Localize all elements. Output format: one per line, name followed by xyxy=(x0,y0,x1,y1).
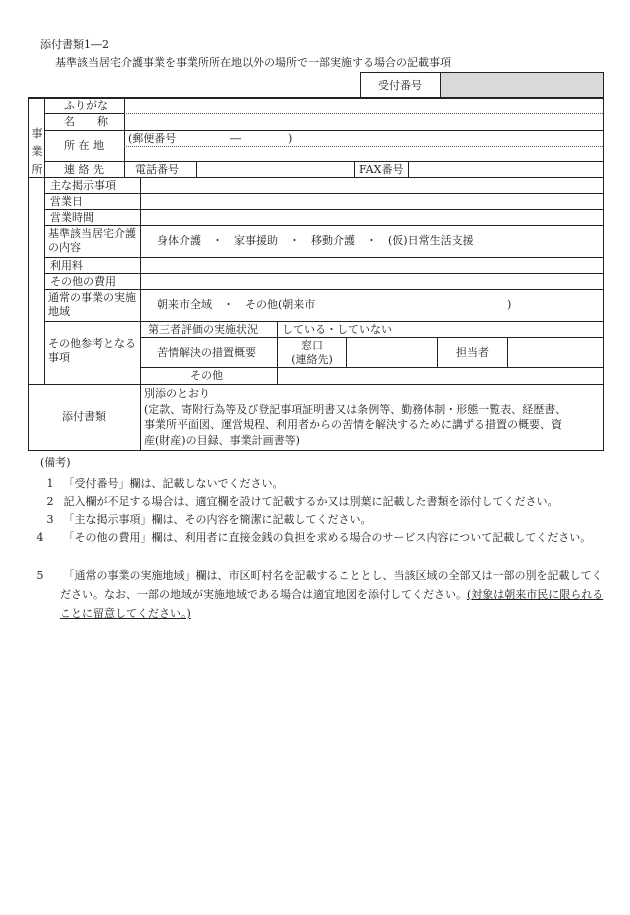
reference-label: その他参考となる事項 xyxy=(48,337,136,364)
business-days-label: 営業日 xyxy=(50,195,83,208)
table-left-border xyxy=(28,97,29,451)
note-item: 4 「その他の費用」欄は、利用者に直接金銭の負担を求める場合のサービス内容について記載してください。 xyxy=(36,531,592,544)
office-name-label: 名 称 xyxy=(64,115,108,128)
third-party-value: している・していない xyxy=(282,323,392,336)
attachments-text: 別添のとおり (定款、寄附行為等及び登記事項証明書又は条例等、勤務体制・形態一覧表、経歴書、 事業所平面図、運営規程、利用者からの苦情を解決するために講ずる措置の概要、資 産(財産)の目録、事業計画書等) xyxy=(144,387,567,447)
third-party-label: 第三者評価の実施状況 xyxy=(148,323,258,336)
fax-label: FAX番号 xyxy=(359,163,404,176)
main-items-label: 主な掲示事項 xyxy=(50,179,116,192)
office-group-label: 事 業 所 xyxy=(31,127,43,176)
fax-field[interactable] xyxy=(411,163,601,176)
phone-label: 電話番号 xyxy=(135,163,179,176)
notes-heading: (備考) xyxy=(40,456,71,469)
other-cost-field[interactable] xyxy=(141,275,601,288)
service-content-value: 身体介護 ・ 家事援助 ・ 移動介護 ・ (仮)日常生活支援 xyxy=(157,234,474,247)
business-hours-field[interactable] xyxy=(141,211,601,224)
area-value: 朝来市全域 ・ その他(朝来市 xyxy=(157,298,316,311)
postal-close: ) xyxy=(288,132,293,145)
service-content-label: 基準該当居宅介護の内容 xyxy=(48,227,136,254)
area-close: ) xyxy=(507,298,512,311)
other-cost-label: その他の費用 xyxy=(50,275,116,288)
attachments-label: 添付書類 xyxy=(62,410,106,423)
address-field[interactable] xyxy=(128,147,598,160)
person-label: 担当者 xyxy=(456,346,489,359)
postal-label: (郵便番号 xyxy=(128,132,177,145)
note-item: 1 「受付番号」欄は、記載しないでください。 xyxy=(46,477,284,490)
note-item: 3 「主な掲示事項」欄は、その内容を簡潔に記載してください。 xyxy=(46,513,372,526)
contact-label: 連 絡 先 xyxy=(64,163,104,176)
address-label: 所 在 地 xyxy=(64,139,104,152)
person-field[interactable] xyxy=(510,339,600,365)
fee-label: 利用料 xyxy=(50,259,83,272)
complaint-label: 苦情解決の措置概要 xyxy=(157,346,256,359)
postal-dash: ― xyxy=(230,132,241,145)
main-items-field[interactable] xyxy=(141,179,601,192)
window-field[interactable] xyxy=(349,339,435,365)
phone-field[interactable] xyxy=(199,163,351,176)
page-title: 基準該当居宅介護事業を事業所所在地以外の場所で一部実施する場合の記載事項 xyxy=(55,56,451,69)
form-id: 添付書類1―2 xyxy=(40,38,109,51)
note-item: 2 記入欄が不足する場合は、適宜欄を設けて記載するか又は別葉に記載した書類を添付してください。 xyxy=(46,495,559,508)
note-item: 5 「通常の事業の実施地域」欄は、市区町村名を記載することとし、当該区域の全部又は一部の別を記載してください。なお、一部の地域が実施地域である場合は適宜地図を添付してください。(対象は朝来市民に限られることに留意してください。) xyxy=(36,569,604,620)
business-days-field[interactable] xyxy=(141,195,601,208)
other-label: その他 xyxy=(190,369,223,382)
table-bottom-border xyxy=(28,450,604,451)
table-right-border xyxy=(603,97,604,451)
business-hours-label: 営業時間 xyxy=(50,211,94,224)
furigana-label: ふりがな xyxy=(64,99,108,112)
reception-number-field xyxy=(441,73,603,97)
furigana-field[interactable] xyxy=(128,99,598,112)
fee-field[interactable] xyxy=(141,259,601,272)
reception-label: 受付番号 xyxy=(378,79,422,92)
area-label: 通常の事業の実施地域 xyxy=(48,291,136,318)
other-field[interactable] xyxy=(280,369,600,382)
office-name-field[interactable] xyxy=(128,115,598,128)
window-label: 窓口 (連絡先) xyxy=(291,339,333,366)
